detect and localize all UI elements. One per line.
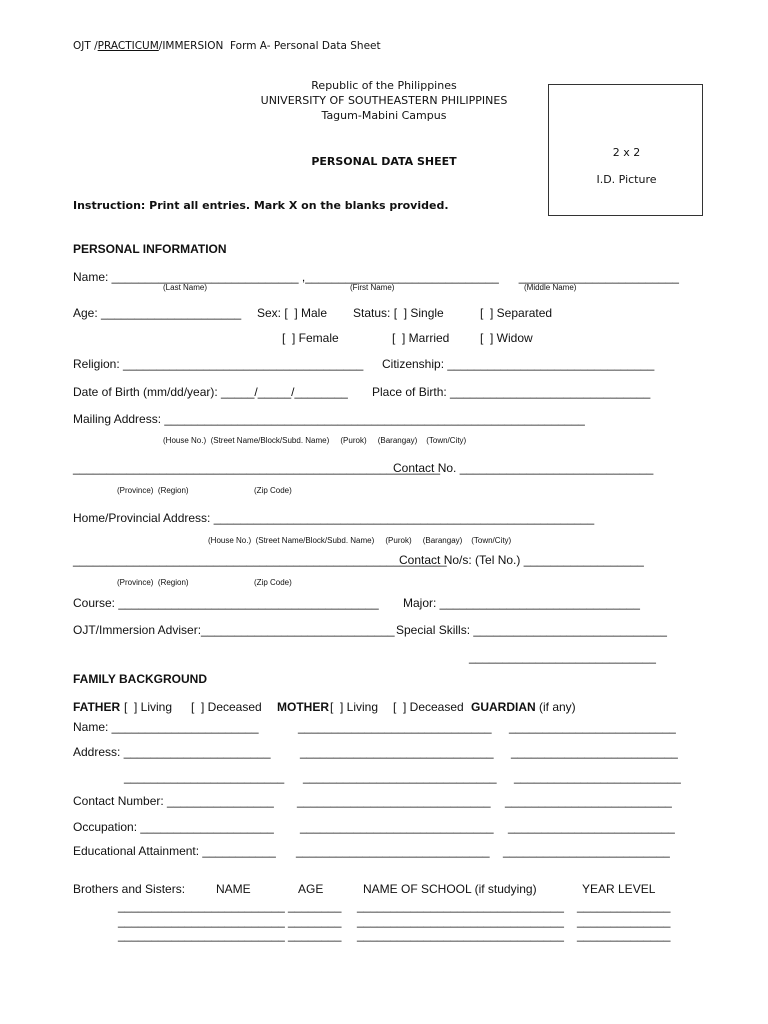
mailing-address-field[interactable]: Mailing Address: _______________________________________________________________ — [73, 412, 585, 426]
personal-info-heading: PERSONAL INFORMATION — [73, 242, 227, 256]
father-address-line2[interactable]: ________________________ — [124, 770, 285, 784]
sibling-age-field[interactable]: ________ — [288, 928, 342, 942]
special-skills-line2[interactable]: ____________________________ — [469, 650, 656, 664]
province-region-caption-2: (Province) (Region) — [117, 578, 189, 587]
siblings-label: Brothers and Sisters: — [73, 882, 186, 896]
family-address-field[interactable]: Address: ______________________ — [73, 745, 271, 759]
family-name-field[interactable]: Name: ______________________ — [73, 720, 259, 734]
mailing-address-captions: (House No.) (Street Name/Block/Subd. Name) (Purok) (Barangay) (Town/City) — [163, 436, 467, 445]
zip-code-caption: (Zip Code) — [254, 486, 292, 495]
mother-occupation-field[interactable]: _____________________________ — [300, 820, 494, 834]
major-field[interactable]: Major: ______________________________ — [403, 596, 640, 610]
siblings-col-year: YEAR LEVEL — [582, 882, 656, 896]
last-name-caption: (Last Name) — [163, 283, 208, 292]
id-picture-size: 2 x 2 — [612, 146, 641, 159]
family-contact-field[interactable]: Contact Number: ________________ — [73, 794, 274, 808]
mother-address-field[interactable]: _____________________________ — [300, 745, 494, 759]
family-education-field[interactable]: Educational Attainment: ___________ — [73, 844, 276, 858]
home-address-captions: (House No.) (Street Name/Block/Subd. Name) (Purok) (Barangay) (Town/City) — [208, 536, 512, 545]
sibling-name-field[interactable]: _________________________ — [118, 899, 285, 913]
guardian-occupation-field[interactable]: _________________________ — [508, 820, 675, 834]
sibling-name-field[interactable]: _________________________ — [118, 914, 285, 928]
home-address-field[interactable]: Home/Provincial Address: _________________________________________________________ — [73, 511, 595, 525]
religion-field[interactable]: Religion: ____________________________________ — [73, 357, 364, 371]
guardian-name-field[interactable]: _________________________ — [509, 720, 676, 734]
form-header-suffix: /IMMERSION Form A- Personal Data Sheet — [158, 40, 381, 52]
siblings-col-age: AGE — [298, 882, 324, 896]
mother-label: MOTHER — [277, 700, 329, 714]
instruction: Instruction: Print all entries. Mark X on the blanks provided. — [73, 199, 449, 212]
father-living-checkbox[interactable]: [ ] Living — [124, 700, 173, 714]
place-of-birth-field[interactable]: Place of Birth: ______________________________ — [372, 385, 651, 399]
mother-education-field[interactable]: _____________________________ — [296, 844, 490, 858]
sex-female-checkbox[interactable]: [ ] Female — [282, 331, 339, 345]
sibling-school-field[interactable]: _______________________________ — [357, 928, 564, 942]
sibling-year-field[interactable]: ______________ — [577, 899, 671, 913]
tel-no-field[interactable]: Contact No/s: (Tel No.) __________________ — [399, 553, 644, 567]
status-widow-checkbox[interactable]: [ ] Widow — [480, 331, 533, 345]
sibling-school-field[interactable]: _______________________________ — [357, 899, 564, 913]
sibling-year-field[interactable]: ______________ — [577, 914, 671, 928]
university-name: UNIVERSITY OF SOUTHEASTERN PHILIPPINES — [260, 94, 508, 107]
id-picture-label: I.D. Picture — [596, 173, 657, 186]
name-field[interactable]: Name: ____________________________ ,_____________________________ ________________________ — [73, 270, 679, 284]
guardian-label: GUARDIAN — [471, 700, 536, 714]
form-header-prefix: OJT / — [73, 40, 98, 52]
special-skills-field[interactable]: Special Skills: _____________________________ — [396, 623, 667, 637]
first-name-caption: (First Name) — [350, 283, 395, 292]
campus-name: Tagum-Mabini Campus — [321, 109, 447, 122]
mother-address-line2[interactable]: _____________________________ — [303, 770, 497, 784]
home-address-line2[interactable]: ________________________________________________________ — [73, 553, 447, 567]
sibling-name-field[interactable]: _________________________ — [118, 928, 285, 942]
age-field[interactable]: Age: _____________________ — [73, 306, 242, 320]
contact-no-field[interactable]: Contact No. _____________________________ — [393, 461, 654, 475]
mother-deceased-checkbox[interactable]: [ ] Deceased — [393, 700, 464, 714]
id-picture-box — [548, 84, 703, 216]
sibling-age-field[interactable]: ________ — [288, 899, 342, 913]
republic-line: Republic of the Philippines — [311, 79, 457, 92]
mother-living-checkbox[interactable]: [ ] Living — [330, 700, 379, 714]
middle-name-caption: (Middle Name) — [524, 283, 577, 292]
guardian-address-field[interactable]: _________________________ — [511, 745, 678, 759]
mailing-address-line2[interactable]: _______________________________________________________ — [73, 461, 441, 475]
sibling-school-field[interactable]: _______________________________ — [357, 914, 564, 928]
father-deceased-checkbox[interactable]: [ ] Deceased — [191, 700, 262, 714]
form-header-practicum: PRACTICUM — [97, 40, 159, 52]
guardian-address-line2[interactable]: _________________________ — [514, 770, 681, 784]
siblings-col-school: NAME OF SCHOOL (if studying) — [363, 882, 537, 896]
family-background-heading: FAMILY BACKGROUND — [73, 672, 208, 686]
guardian-note: (if any) — [539, 700, 576, 714]
mother-name-field[interactable]: _____________________________ — [298, 720, 492, 734]
course-field[interactable]: Course: _______________________________________ — [73, 596, 379, 610]
status-separated-checkbox[interactable]: [ ] Separated — [480, 306, 553, 320]
citizenship-field[interactable]: Citizenship: _______________________________ — [382, 357, 655, 371]
date-of-birth-field[interactable]: Date of Birth (mm/dd/year): _____/_____/________ — [73, 385, 348, 399]
sex-male-checkbox[interactable]: Sex: [ ] Male — [257, 306, 328, 320]
mother-contact-field[interactable]: _____________________________ — [297, 794, 491, 808]
family-occupation-field[interactable]: Occupation: ____________________ — [73, 820, 274, 834]
form-header — [73, 41, 381, 52]
sibling-age-field[interactable]: ________ — [288, 914, 342, 928]
guardian-education-field[interactable]: _________________________ — [503, 844, 670, 858]
zip-code-caption-2: (Zip Code) — [254, 578, 292, 587]
sibling-year-field[interactable]: ______________ — [577, 928, 671, 942]
province-region-caption: (Province) (Region) — [117, 486, 189, 495]
father-label: FATHER — [73, 700, 121, 714]
guardian-contact-field[interactable]: _________________________ — [505, 794, 672, 808]
status-single-checkbox[interactable]: Status: [ ] Single — [353, 306, 444, 320]
siblings-col-name: NAME — [216, 882, 251, 896]
form-title: PERSONAL DATA SHEET — [311, 155, 457, 168]
adviser-field[interactable]: OJT/Immersion Adviser:_____________________________ — [73, 623, 395, 637]
status-married-checkbox[interactable]: [ ] Married — [392, 331, 450, 345]
